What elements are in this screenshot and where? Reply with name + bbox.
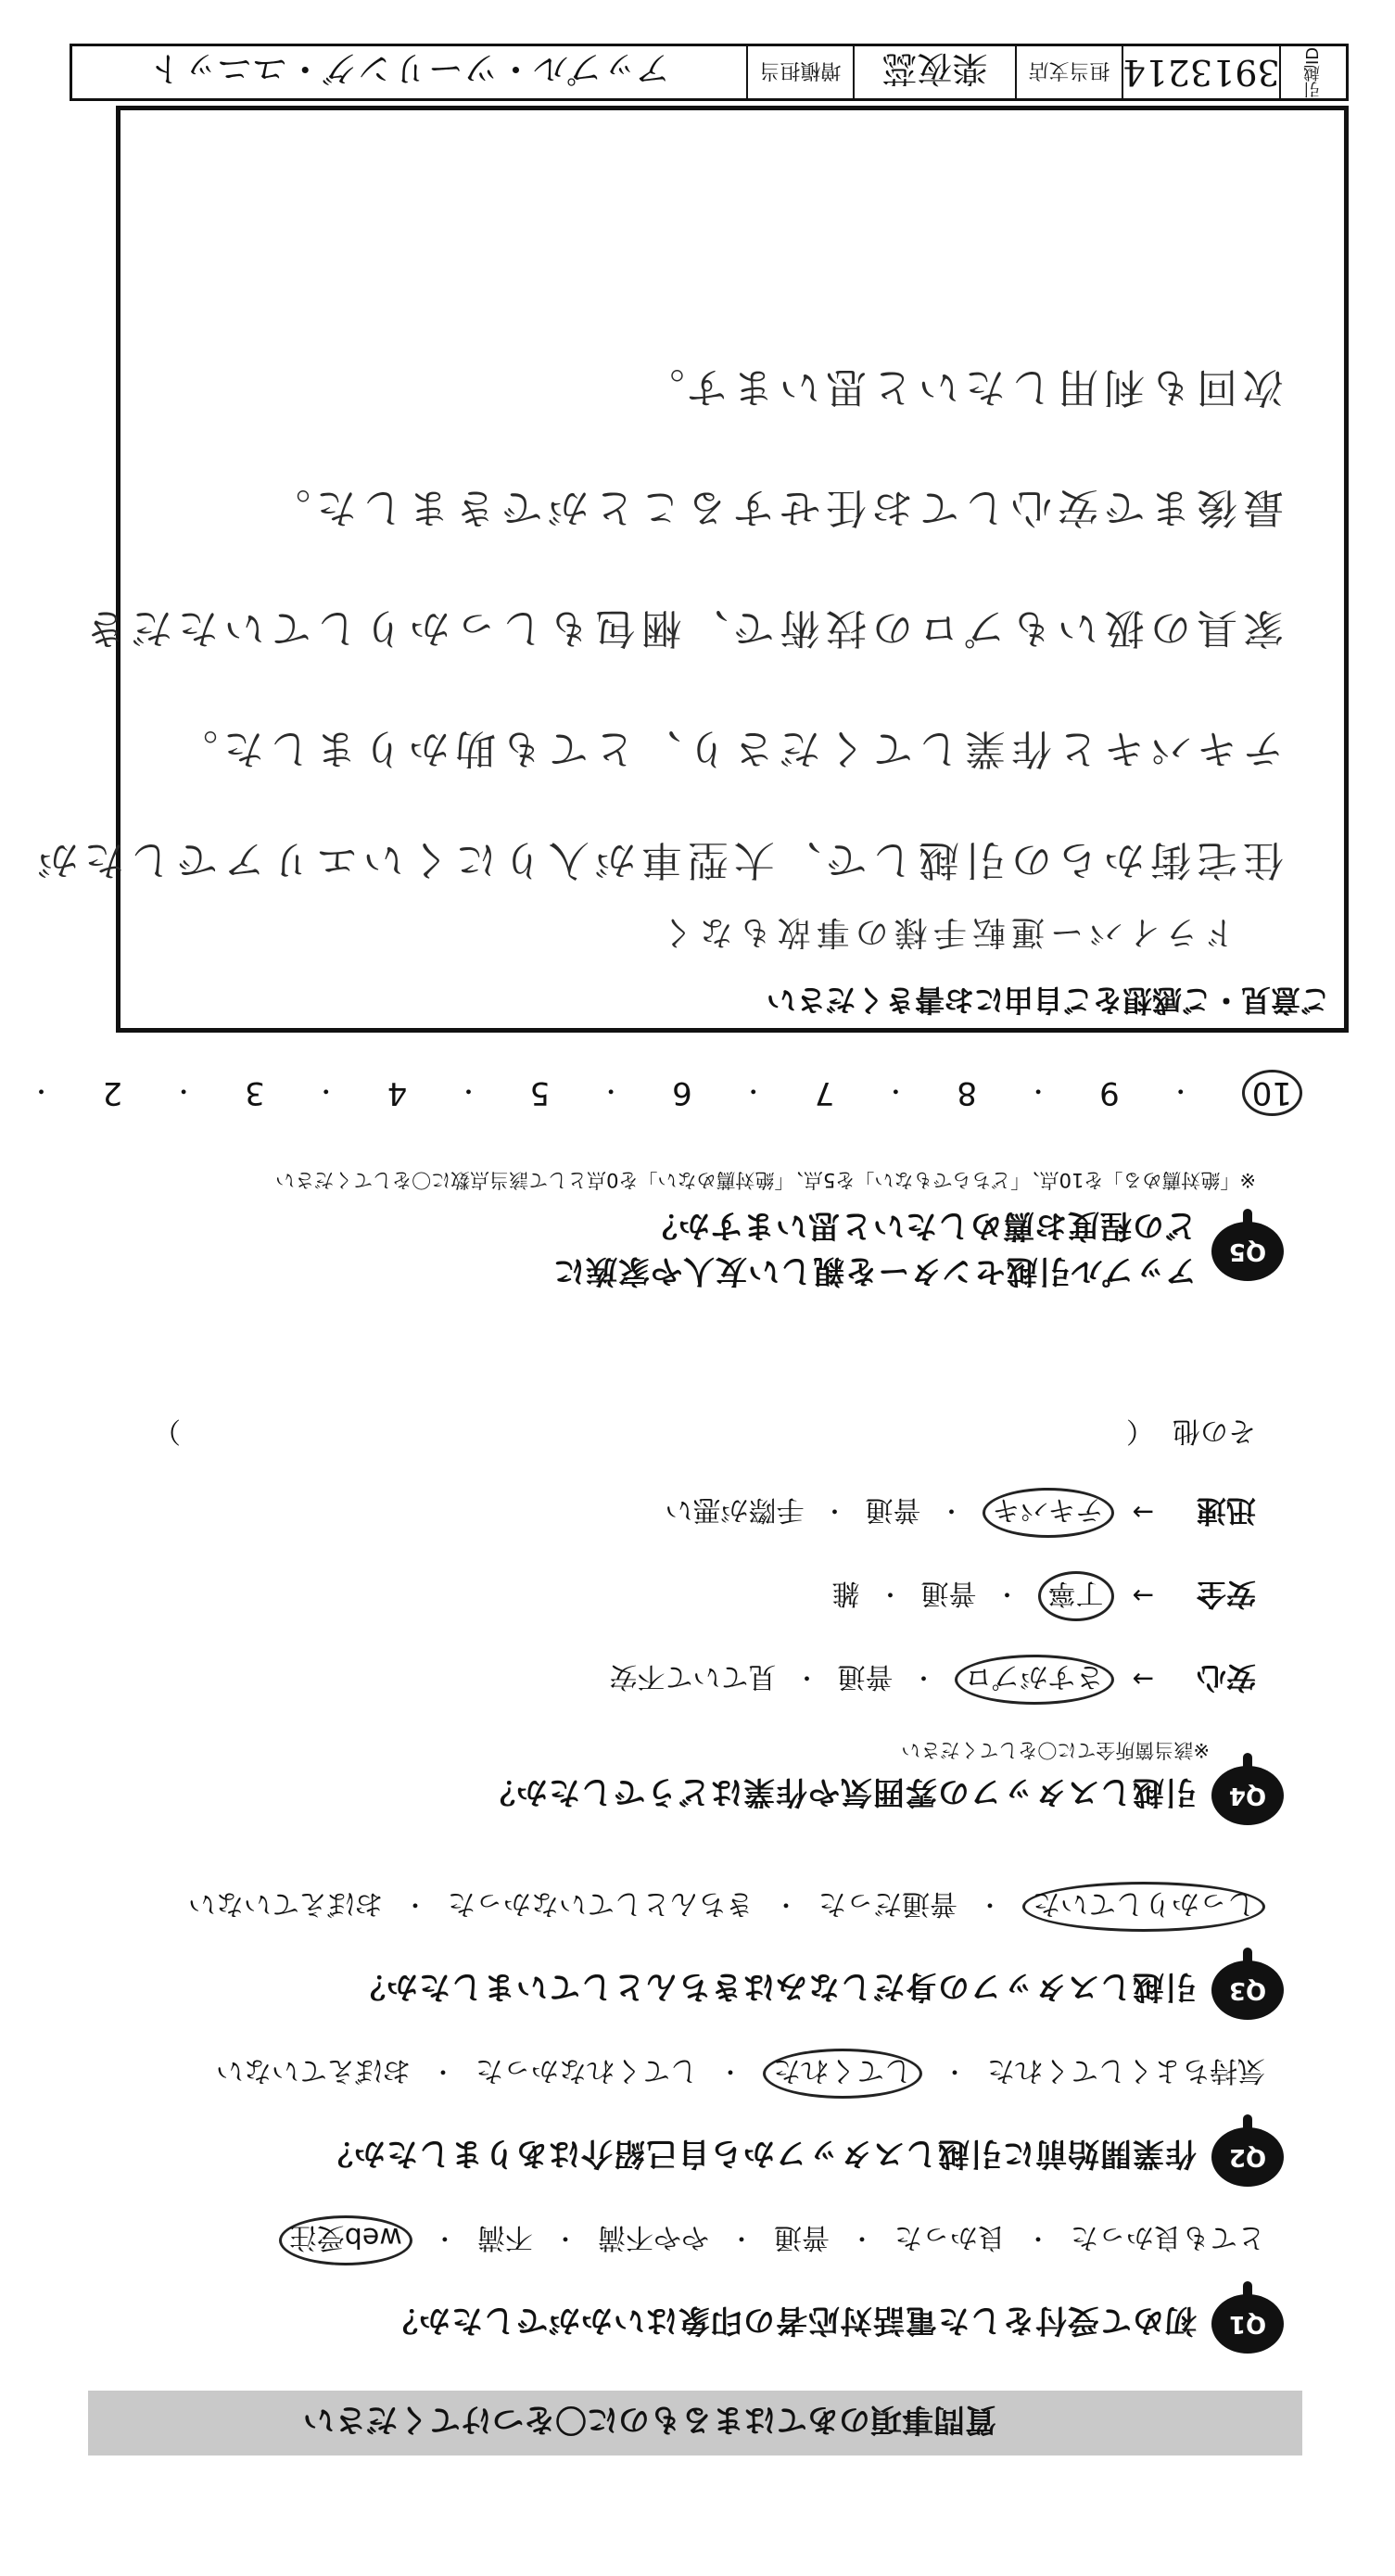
store-label: 増槇担当 <box>748 46 855 98</box>
q4-text: 引越しスタッフの雰囲気や作業はどうでしたか？ <box>483 1773 1197 1811</box>
q1-option[interactable]: 不満 <box>476 2221 533 2253</box>
q3-option[interactable]: きちんとしていなかった <box>447 1887 754 1920</box>
arrow-right-icon: → <box>1132 1497 1154 1529</box>
q4-option[interactable]: 普通 <box>920 1577 977 1609</box>
id-value: 3913214 <box>1123 46 1281 98</box>
question-2 <box>321 2127 1284 2187</box>
q1-options: とても良かった ・ 良かった ・ 普通 ・ やや不満 ・ 不満 ・ web受注 <box>279 2215 1265 2265</box>
q5-text-line1: アップル引越センターを親しい友人や家族に <box>552 1252 1197 1289</box>
comment-line: 次回も利用したいと思います。 <box>638 363 1284 411</box>
q4-row-anzen: 安全 → 丁寧 ・ 普通 ・ 雑 <box>153 1571 1256 1621</box>
q1-option[interactable]: 良かった <box>894 2221 1006 2253</box>
q4-rows <box>153 1414 1256 1705</box>
q2-option[interactable]: してくれなかった <box>475 2054 698 2087</box>
q4-row-label: 迅速 <box>1196 1493 1256 1529</box>
question-3 <box>353 1961 1284 2020</box>
q5-scale: 10 ・ 9 ・ 8 ・ 7 ・ 6 ・ 5 ・ 4 ・ 3 ・ 2 ・ <box>0 1070 1302 1116</box>
q1-option[interactable]: 普通 <box>773 2221 830 2253</box>
paren-open: （ <box>1126 1415 1154 1447</box>
q5-score[interactable]: 7 <box>814 1074 835 1111</box>
q4-other-label: その他 <box>1173 1415 1256 1447</box>
q5-score[interactable]: 4 <box>387 1074 408 1111</box>
arrow-right-icon: → <box>1132 1580 1154 1612</box>
comments-title: ご意見・ご感想をご自由にお書きください <box>766 983 1330 1018</box>
q5-score[interactable]: 5 <box>529 1074 551 1111</box>
q4-row-label: 安全 <box>1196 1577 1256 1612</box>
q4-option-selected[interactable]: さすがプロ <box>955 1655 1114 1705</box>
stamp-value: 楽夜蕊 <box>855 46 1017 98</box>
q3-text: 引越しスタッフの身だしなみはきちんとしていましたか？ <box>353 1968 1197 2006</box>
branch-label: 担当支店 <box>1017 46 1123 98</box>
q3-option-selected[interactable]: しっかりしていた <box>1022 1882 1265 1932</box>
q3-option[interactable]: 普通だった <box>818 1887 957 1920</box>
q4-option[interactable]: 手際が悪い <box>665 1493 805 1526</box>
comment-line: 最後まで安心してお任せすることができました。 <box>264 484 1284 531</box>
comment-insert: ドライバー運転手様の事故もなく <box>654 913 1237 951</box>
q4-badge: Q4 <box>1211 1766 1284 1825</box>
comment-line: 住宅街からの引越しで、大型車が入りにくいエリアでしたが <box>32 836 1284 883</box>
q1-option-selected[interactable]: web受注 <box>279 2215 412 2265</box>
q3-option[interactable]: おぼえていない <box>187 1887 383 1920</box>
q4-option-selected[interactable]: 丁寧 <box>1038 1571 1114 1621</box>
note-value: アップル・ツーリング・ユニット <box>72 46 748 98</box>
q2-badge: Q2 <box>1211 2127 1284 2187</box>
q3-options: しっかりしていた ・ 普通だった ・ きちんとしていなかった ・ おぼえていない <box>188 1882 1265 1932</box>
question-4 <box>483 1766 1284 1825</box>
section-heading: 質問事項のあてはまるものに〇をつけてください <box>88 2391 1302 2455</box>
q5-score[interactable]: 6 <box>672 1074 692 1111</box>
q5-text-line2: どの程度お薦めしたいと思いますか？ <box>645 1207 1197 1244</box>
id-label: 引越ID <box>1303 46 1323 98</box>
comments-box[interactable] <box>116 106 1349 1033</box>
q4-row-label: 安心 <box>1196 1660 1256 1695</box>
q5-score[interactable]: 2 <box>102 1074 123 1111</box>
q1-option[interactable]: とても良かった <box>1071 2221 1265 2253</box>
q4-option[interactable]: 見ていて不安 <box>609 1660 777 1693</box>
q1-option[interactable]: やや不満 <box>597 2221 709 2253</box>
q4-note: ※該当箇所全てに〇をしてください <box>901 1739 1210 1761</box>
q5-note: ※「絶対薦める」を10点、「どちらでもない」を5点、「絶対薦めない」を0点として該当点数に〇をしてください <box>275 1169 1256 1191</box>
comment-line: 家具の扱いもプロの技術で、梱包もしっかりしていただき <box>79 604 1284 652</box>
arrow-right-icon: → <box>1132 1664 1154 1695</box>
comment-line: テキパキと作業してくださり、とても助かりました。 <box>171 725 1284 772</box>
q4-option[interactable]: 普通 <box>865 1493 921 1526</box>
q5-badge: Q5 <box>1211 1222 1284 1281</box>
q1-text: 初めて受付をした電話対応者の印象はいかがでしたか？ <box>386 2302 1197 2340</box>
q2-option[interactable]: おぼえていない <box>215 2054 411 2087</box>
q1-badge: Q1 <box>1211 2294 1284 2354</box>
q4-option[interactable]: 普通 <box>837 1660 894 1693</box>
q4-row-anshin: 安心 → さすがプロ ・ 普通 ・ 見ていて不安 <box>153 1655 1256 1705</box>
q2-option-selected[interactable]: してくれた <box>763 2049 922 2099</box>
q4-row-other <box>153 1414 1256 1454</box>
q5-score-selected[interactable]: 10 <box>1242 1070 1302 1116</box>
q4-row-jinsoku: 迅速 → テキパキ ・ 普通 ・ 手際が悪い <box>153 1488 1256 1538</box>
q3-badge: Q3 <box>1211 1961 1284 2020</box>
paren-close: ） <box>153 1415 181 1447</box>
q4-option-selected[interactable]: テキパキ <box>983 1488 1114 1538</box>
q2-options: 気持ちよくしてくれた ・ してくれた ・ してくれなかった ・ おぼえていない <box>216 2049 1265 2099</box>
q2-option[interactable]: 気持ちよくしてくれた <box>987 2054 1265 2087</box>
question-1 <box>386 2294 1284 2354</box>
q5-score[interactable]: 3 <box>245 1074 265 1111</box>
footer-info-table <box>70 44 1349 101</box>
q5-score[interactable]: 9 <box>1099 1074 1120 1111</box>
q2-text: 作業開始前に引越しスタッフから自己紹介はありましたか？ <box>321 2135 1197 2173</box>
q4-option[interactable]: 雑 <box>831 1577 860 1609</box>
question-5 <box>552 1206 1284 1297</box>
q5-score[interactable]: 8 <box>957 1074 978 1111</box>
